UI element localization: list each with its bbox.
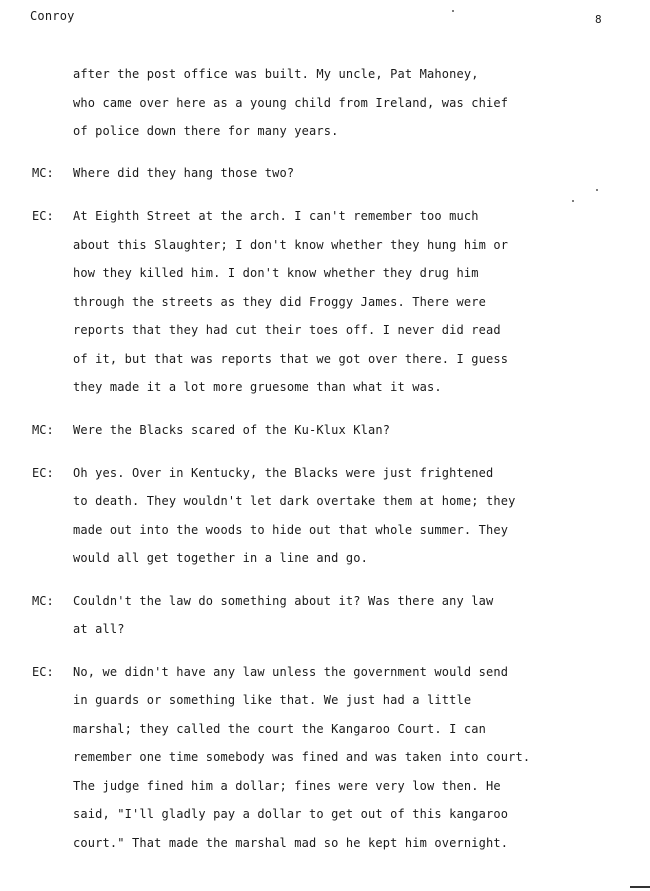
header-interviewee-name: Conroy: [30, 9, 75, 23]
speaker-label: EC:: [32, 466, 54, 480]
text-line: made out into the woods to hide out that whole summer. They: [73, 523, 509, 537]
text-line: Were the Blacks scared of the Ku-Klux Klan?: [73, 423, 391, 437]
text-line: they made it a lot more gruesome than what it was.: [73, 380, 442, 394]
text-line: about this Slaughter; I don't know whether they hung him or: [73, 238, 509, 252]
text-line: At Eighth Street at the arch. I can't remember too much: [73, 209, 479, 223]
text-line: how they killed him. I don't know whether they drug him: [73, 266, 479, 280]
text-line: No, we didn't have any law unless the government would send: [73, 665, 509, 679]
text-line: reports that they had cut their toes off. I never did read: [73, 323, 501, 337]
text-line: at all?: [73, 622, 125, 636]
text-line: who came over here as a young child from Ireland, was chief: [73, 96, 509, 110]
speaker-label: MC:: [32, 423, 54, 437]
text-line: Where did they hang those two?: [73, 166, 295, 180]
text-line: to death. They wouldn't let dark overtake them at home; they: [73, 494, 516, 508]
text-line: of police down there for many years.: [73, 124, 339, 138]
text-line: in guards or something like that. We just had a little: [73, 693, 472, 707]
text-line: Oh yes. Over in Kentucky, the Blacks were just frightened: [73, 466, 494, 480]
page-number: 8: [595, 13, 602, 26]
text-line: court." That made the marshal mad so he kept him overnight.: [73, 836, 509, 850]
text-line: Couldn't the law do something about it? Was there any law: [73, 594, 494, 608]
speaker-label: EC:: [32, 665, 54, 679]
speaker-label: MC:: [32, 594, 54, 608]
text-line: would all get together in a line and go.: [73, 551, 368, 565]
text-line: remember one time somebody was fined and was taken into court.: [73, 750, 531, 764]
text-line: said, "I'll gladly pay a dollar to get out of this kangaroo: [73, 807, 509, 821]
text-line: of it, but that was reports that we got over there. I guess: [73, 352, 509, 366]
scan-speck: [596, 189, 598, 191]
speaker-label: EC:: [32, 209, 54, 223]
speaker-label: MC:: [32, 166, 54, 180]
scan-speck: [452, 10, 454, 12]
text-line: after the post office was built. My uncle, Pat Mahoney,: [73, 67, 479, 81]
scan-speck: [572, 200, 574, 202]
text-line: through the streets as they did Froggy James. There were: [73, 295, 486, 309]
text-line: The judge fined him a dollar; fines were very low then. He: [73, 779, 501, 793]
text-line: marshal; they called the court the Kangaroo Court. I can: [73, 722, 486, 736]
scan-edge-mark: [630, 886, 650, 888]
